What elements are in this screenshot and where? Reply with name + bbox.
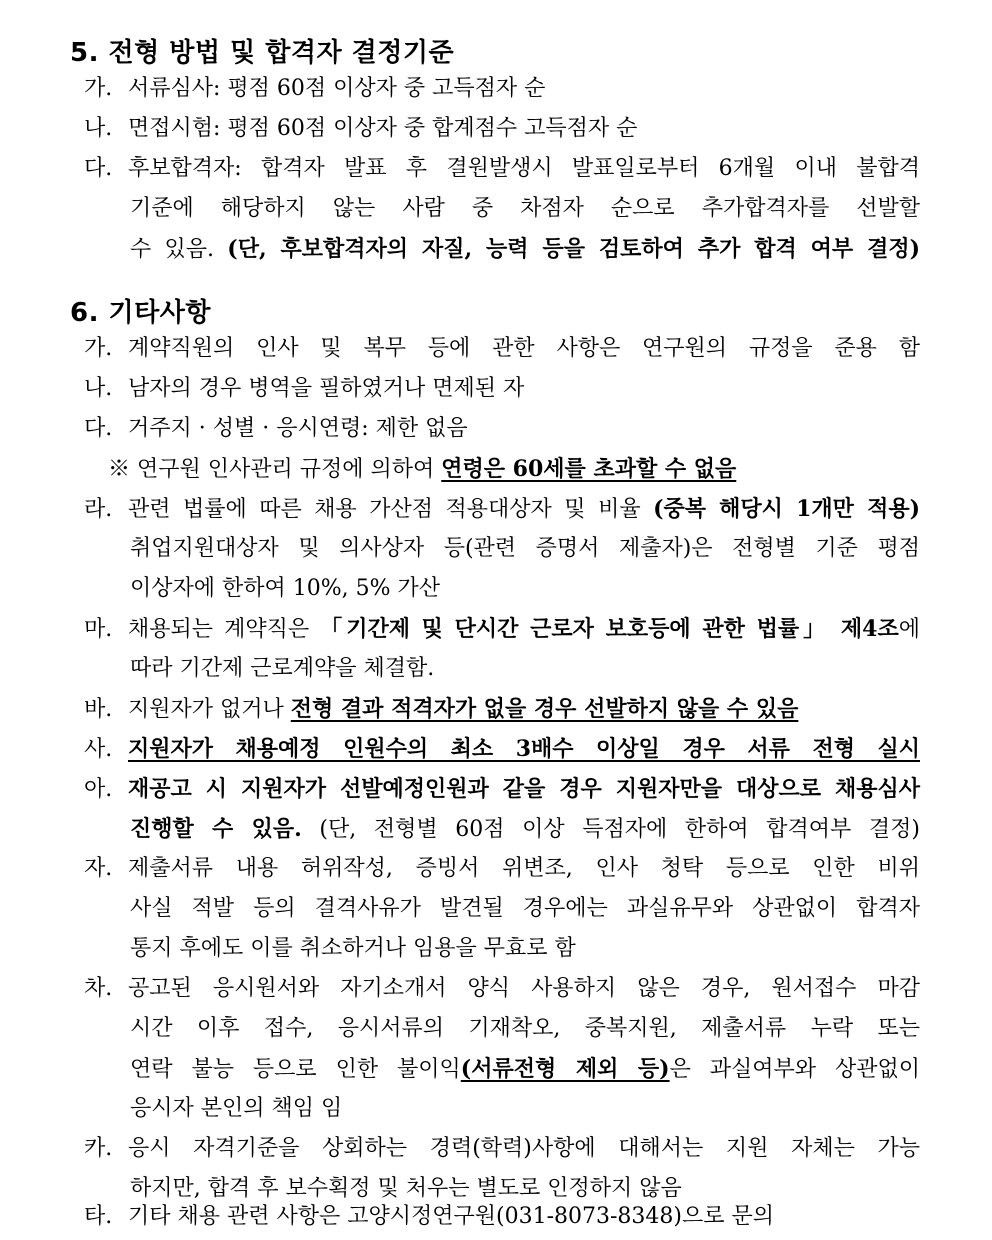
item-text: 수 있음.	[130, 237, 215, 262]
section6-item-cha-cont	[130, 1014, 920, 1044]
underlined-emphasis: (서류전형 제외 등)	[460, 1056, 670, 1082]
item-text: 후보합격자: 합격자 발표 후 결원발생시 발표일로부터 6개월 이내 불합격	[128, 156, 920, 181]
underlined-emphasis: 전형 결과 적격자가 없을 경우 선발하지 않을 수 있음	[290, 696, 799, 722]
item-text: 연락 불능 등으로 인한 불이익	[130, 1057, 461, 1082]
item-text: 통지 후에도 이를 취소하거나 임용을 무효로 함	[130, 936, 576, 961]
item-text: 기타 채용 관련 사항은 고양시정연구원(031-8073-8348)으로 문의	[128, 1204, 775, 1229]
section5-item-na	[84, 114, 637, 144]
section6-item-ga	[84, 334, 920, 364]
item-text: 기준에 해당하지 않는 사람 중 차점자 순으로 추가합격자를 선발할	[130, 196, 920, 221]
section6-item-ba	[84, 694, 798, 725]
section5-item-da-cont2	[130, 234, 920, 265]
section6-item-da	[84, 414, 468, 444]
item-text: 이상자에 한하여 10%, 5% 가산	[130, 576, 441, 601]
section6-note	[108, 454, 736, 485]
section6-item-ja	[84, 854, 920, 884]
section6-item-ja-cont2	[130, 934, 576, 964]
item-marker: 사.	[84, 737, 113, 762]
section6-item-cha	[84, 974, 920, 1004]
section6-item-na	[84, 374, 524, 404]
note-text: ※ 연구원 인사관리 규정에 의하여	[108, 457, 435, 482]
item-marker: 차.	[84, 976, 113, 1001]
bold-note: (단, 후보합격자의 자질, 능력 등을 검토하여 추가 합격 여부 결정)	[227, 236, 921, 262]
section6-item-ra	[84, 494, 920, 525]
section6-item-ja-cont	[130, 894, 920, 924]
section6-item-ka-cont	[130, 1174, 682, 1204]
item-marker: 나.	[84, 376, 113, 401]
item-text: 면접시험: 평점 60점 이상자 중 합계점수 고득점자 순	[128, 116, 638, 141]
bold-text: 진행할 수 있음.	[130, 816, 302, 842]
item-text: 하지만, 합격 후 보수획정 및 처우는 별도로 인정하지 않음	[130, 1176, 682, 1201]
item-text: 남자의 경우 병역을 필하였거나 면제된 자	[128, 376, 525, 401]
item-text: 제출서류 내용 허위작성, 증빙서 위변조, 인사 청탁 등으로 인한 비위	[128, 856, 920, 881]
item-text: 시간 이후 접수, 응시서류의 기재착오, 중복지원, 제출서류 누락 또는	[130, 1016, 920, 1041]
item-text: 은 과실여부와 상관없이	[669, 1057, 920, 1082]
item-text: 사실 적발 등의 결격사유가 발견될 경우에는 과실유무와 상관없이 합격자	[130, 896, 920, 921]
section5-heading: 5. 전형 방법 및 합격자 결정기준	[70, 38, 455, 68]
section5-item-da	[84, 154, 920, 184]
item-marker: 카.	[84, 1136, 113, 1161]
section5-item-ga	[84, 74, 545, 104]
bold-note: (중복 해당시 1개만 적용)	[653, 496, 921, 522]
item-text: 거주지 · 성별 · 응시연령: 제한 없음	[128, 416, 468, 441]
item-text: 관련 법률에 따른 채용 가산점 적용대상자 및 비율	[128, 497, 641, 522]
item-text: 계약직원의 인사 및 복무 등에 관한 사항은 연구원의 규정을 준용 함	[128, 336, 920, 361]
item-marker: 나.	[84, 116, 113, 141]
section6-item-ma	[84, 614, 920, 645]
underlined-emphasis: 지원자가 채용예정 인원수의 최소 3배수 이상일 경우 서류 전형 실시	[128, 736, 920, 762]
item-marker: 바.	[84, 697, 113, 722]
bold-text: 재공고 시 지원자가 선발예정인원과 같을 경우 지원자만을 대상으로 채용심사	[128, 776, 920, 802]
section6-heading: 6. 기타사항	[70, 298, 211, 328]
item-marker: 아.	[84, 777, 113, 802]
item-marker: 라.	[84, 497, 113, 522]
item-text: 에	[898, 617, 920, 642]
section6-item-sa	[84, 734, 920, 765]
section6-item-cha-cont2	[130, 1054, 920, 1085]
item-text: 응시자 본인의 책임 임	[130, 1096, 343, 1121]
item-marker: 자.	[84, 856, 113, 881]
section6-item-ra-cont2	[130, 574, 440, 604]
item-text: (단, 전형별 60점 이상 득점자에 한하여 합격여부 결정)	[319, 817, 920, 842]
item-text: 지원자가 없거나	[128, 697, 284, 722]
section6-item-a	[84, 774, 920, 805]
item-text: 따라 기간제 근로계약을 체결함.	[130, 656, 435, 681]
section6-item-ra-cont	[130, 534, 920, 564]
law-title: 「기간제 및 단시간 근로자 보호등에 관한 법률」 제4조	[320, 616, 899, 642]
section6-item-ta	[84, 1202, 774, 1232]
item-text: 서류심사: 평점 60점 이상자 중 고득점자 순	[128, 76, 546, 101]
item-marker: 다.	[84, 416, 113, 441]
section5-item-da-cont	[130, 194, 920, 224]
item-text: 응시 자격기준을 상회하는 경력(학력)사항에 대해서는 지원 자체는 가능	[128, 1136, 920, 1161]
section6-item-ma-cont	[130, 654, 434, 684]
item-marker: 마.	[84, 617, 113, 642]
item-marker: 가.	[84, 336, 113, 361]
section6-item-cha-cont3	[130, 1094, 342, 1124]
section6-item-ka	[84, 1134, 920, 1164]
section6-item-a-cont	[130, 814, 920, 845]
note-emphasis: 연령은 60세를 초과할 수 없음	[441, 456, 737, 482]
item-marker: 다.	[84, 156, 113, 181]
item-text: 공고된 응시원서와 자기소개서 양식 사용하지 않은 경우, 원서접수 마감	[128, 976, 920, 1001]
item-text: 채용되는 계약직은	[128, 617, 310, 642]
item-marker: 타.	[84, 1204, 113, 1229]
item-marker: 가.	[84, 76, 113, 101]
item-text: 취업지원대상자 및 의사상자 등(관련 증명서 제출자)은 전형별 기준 평점	[130, 536, 920, 561]
